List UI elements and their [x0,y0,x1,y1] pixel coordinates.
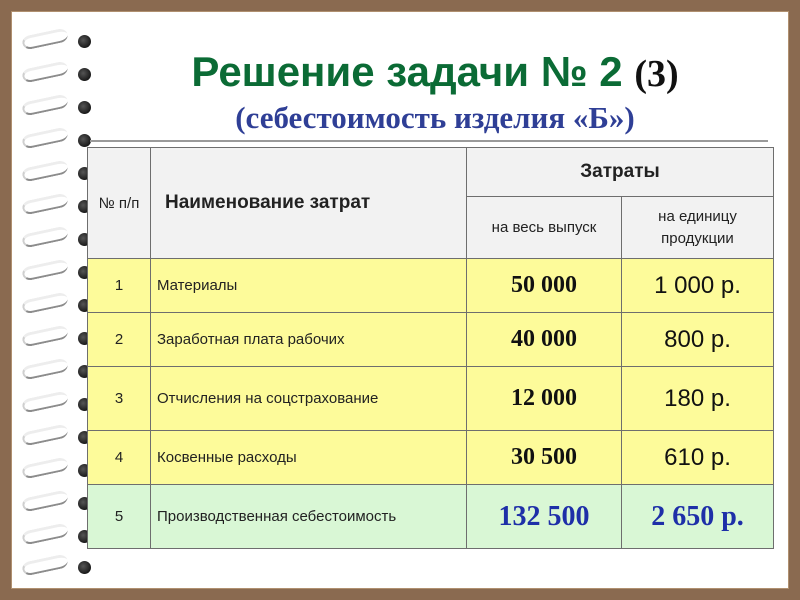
row-num: 3 [88,367,151,431]
header-per-unit: на единицу продукции [622,197,774,259]
slide-subtitle: (себестоимость изделия «Б») [235,100,635,135]
row-total: 12 000 [467,367,622,431]
spiral-ring-icon [22,426,74,446]
table-row [88,431,774,485]
row-name: Косвенные расходы [151,431,467,485]
row-name: Материалы [151,259,467,313]
spiral-ring-icon [22,162,74,182]
header-total: на весь выпуск [467,197,622,259]
table-header-row [88,148,774,197]
spiral-ring-icon [22,96,74,116]
row-num: 1 [88,259,151,313]
table-total-row [88,485,774,549]
spiral-ring-icon [22,195,74,215]
row-num: 4 [88,431,151,485]
spiral-ring-icon [22,30,74,50]
spiral-binding [0,0,80,600]
spiral-ring-icon [22,393,74,413]
row-name: Производственная себестоимость [151,485,467,549]
row-per-unit: 1 000 р. [622,259,774,313]
spiral-ring-icon [22,327,74,347]
spiral-ring-icon [22,294,74,314]
row-num: 5 [88,485,151,549]
header-name: Наименование затрат [151,148,467,259]
title-divider [90,140,768,142]
title-part: (3) [634,53,679,95]
row-per-unit: 610 р. [622,431,774,485]
spiral-ring-icon [22,63,74,83]
spiral-ring-icon [22,492,74,512]
row-num: 2 [88,313,151,367]
row-total: 50 000 [467,259,622,313]
spiral-ring-icon [22,459,74,479]
row-name: Отчисления на соцстрахование [151,367,467,431]
title-main: Решение задачи № 2 [191,48,623,95]
cost-table [87,147,774,549]
row-per-unit: 800 р. [622,313,774,367]
table-row [88,367,774,431]
spiral-ring-icon [22,525,74,545]
header-costs: Затраты [467,148,774,197]
spiral-ring-icon [22,129,74,149]
slide-title [90,48,780,96]
header-num: № п/п [88,148,151,259]
spiral-ring-icon [22,360,74,380]
row-per-unit: 180 р. [622,367,774,431]
row-name: Заработная плата рабочих [151,313,467,367]
row-total: 132 500 [467,485,622,549]
table-row [88,313,774,367]
spiral-ring-icon [22,228,74,248]
row-total: 40 000 [467,313,622,367]
spiral-ring-icon [22,556,74,576]
spiral-ring-icon [22,261,74,281]
table-row [88,259,774,313]
row-per-unit: 2 650 р. [622,485,774,549]
row-total: 30 500 [467,431,622,485]
